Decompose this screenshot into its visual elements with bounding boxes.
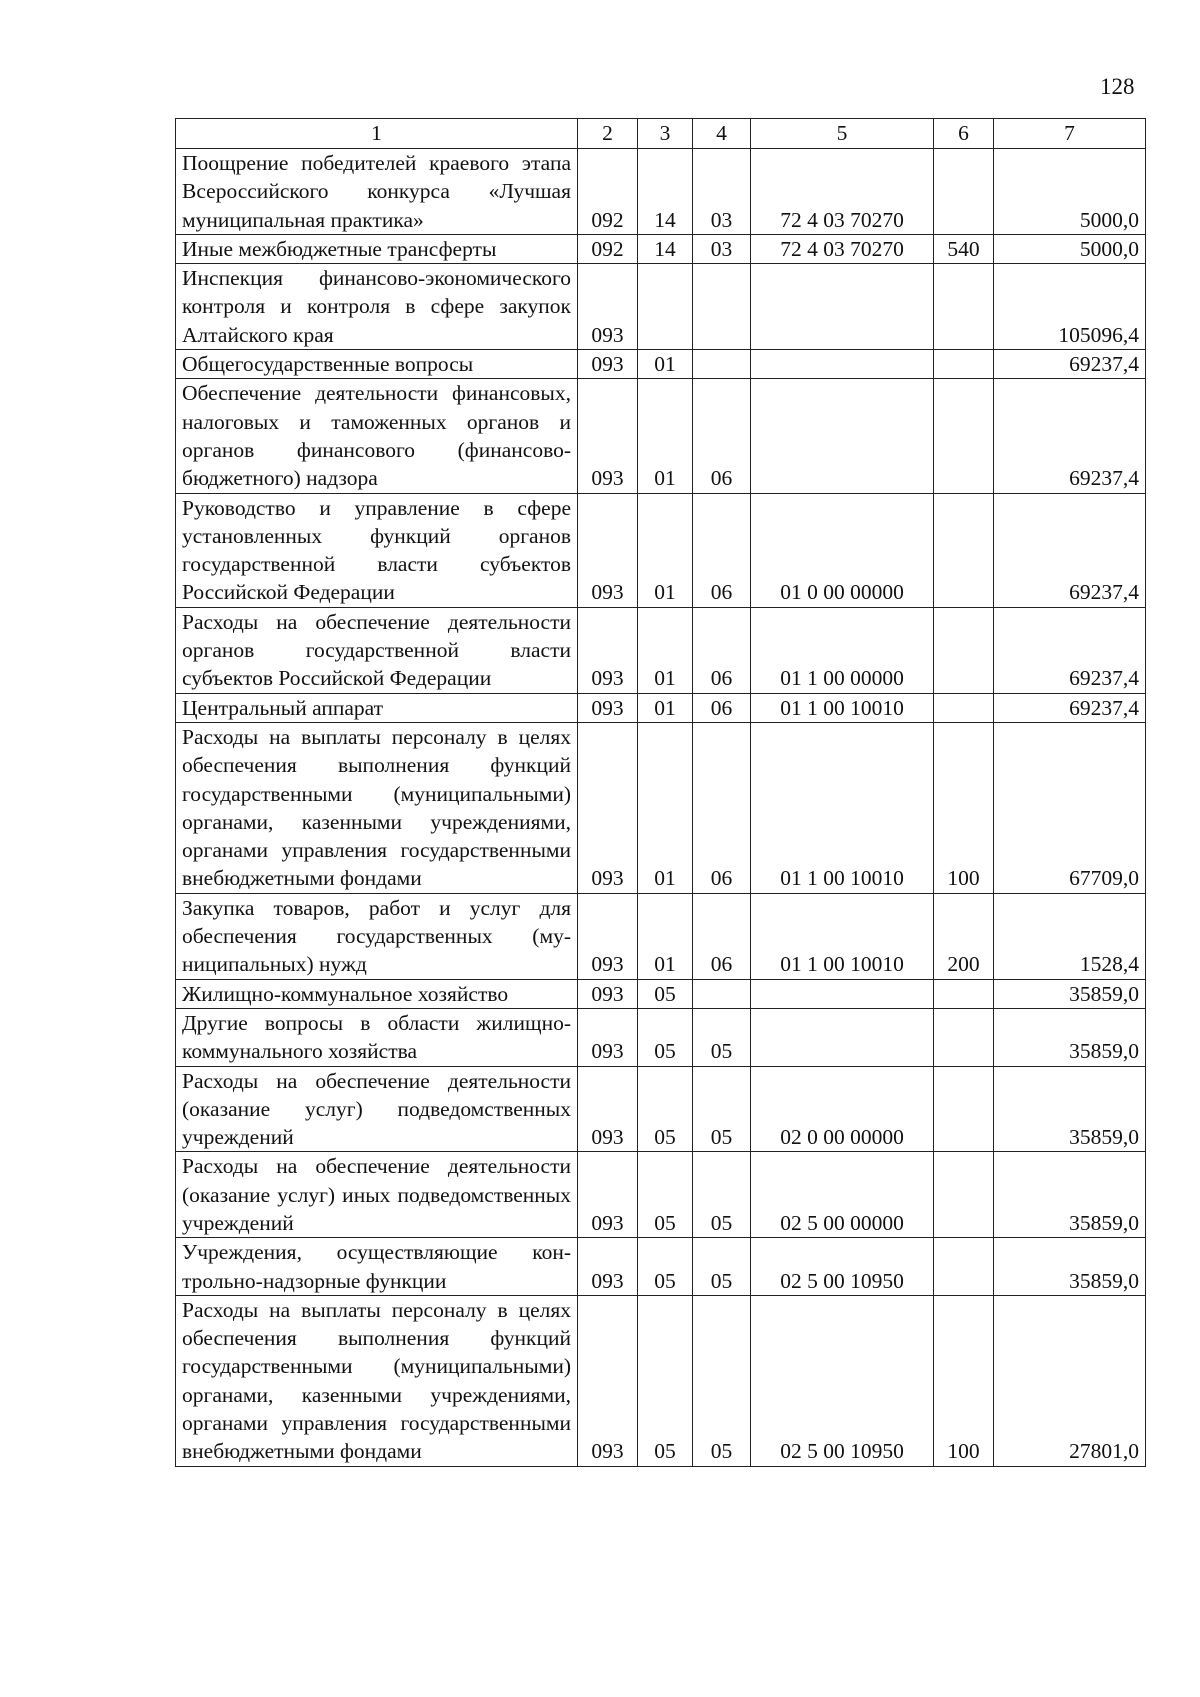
row-name-cell: Инспекция финансово-экономического контроля и контроля в сфере закупок Алтайского края <box>176 264 578 350</box>
column-header: 7 <box>994 119 1146 149</box>
section-cell: 01 <box>638 693 693 722</box>
row-name-cell: Жилищно-коммунальное хозяйство <box>176 979 578 1008</box>
target-article-cell: 72 4 03 70270 <box>751 149 934 235</box>
expense-type-cell <box>934 1152 994 1238</box>
expense-type-cell: 540 <box>934 234 994 263</box>
subsection-cell: 05 <box>693 1066 751 1152</box>
admin-code-cell: 093 <box>578 264 638 350</box>
amount-cell: 35859,0 <box>994 1008 1146 1066</box>
expense-type-cell <box>934 493 994 607</box>
subsection-cell: 05 <box>693 1238 751 1296</box>
column-header: 5 <box>751 119 934 149</box>
row-name-cell: Поощрение победителей краевого этапа Всероссийского конкурса «Лучшая муниципальная практика» <box>176 149 578 235</box>
amount-cell: 5000,0 <box>994 234 1146 263</box>
row-name-cell: Расходы на обеспечение деятельности (оказание услуг) иных подведомственных учреждений <box>176 1152 578 1238</box>
subsection-cell: 06 <box>693 893 751 979</box>
row-name-cell: Центральный аппарат <box>176 693 578 722</box>
column-header: 2 <box>578 119 638 149</box>
table-row <box>176 149 1146 235</box>
expense-type-cell <box>934 693 994 722</box>
row-name-cell: Расходы на обеспечение деятельности (оказание услуг) подведомственных учреждений <box>176 1066 578 1152</box>
subsection-cell <box>693 264 751 350</box>
subsection-cell <box>693 979 751 1008</box>
column-header: 1 <box>176 119 578 149</box>
expense-type-cell <box>934 1066 994 1152</box>
admin-code-cell: 093 <box>578 607 638 693</box>
section-cell: 01 <box>638 379 693 493</box>
amount-cell: 69237,4 <box>994 493 1146 607</box>
admin-code-cell: 093 <box>578 1295 638 1466</box>
expense-type-cell: 100 <box>934 1295 994 1466</box>
target-article-cell: 02 5 00 00000 <box>751 1152 934 1238</box>
subsection-cell: 06 <box>693 693 751 722</box>
column-header: 4 <box>693 119 751 149</box>
target-article-cell: 01 0 00 00000 <box>751 493 934 607</box>
budget-table <box>175 118 1146 1467</box>
table-row <box>176 1238 1146 1296</box>
amount-cell: 35859,0 <box>994 1066 1146 1152</box>
row-name-cell: Обеспечение деятельности финансовых, налоговых и таможенных органов и органов финансового (финансово-бюджетного) надзора <box>176 379 578 493</box>
expense-type-cell: 100 <box>934 722 994 893</box>
admin-code-cell: 093 <box>578 493 638 607</box>
row-name-cell: Учреждения, осуществляющие контрольно-надзорные функции <box>176 1238 578 1296</box>
admin-code-cell: 092 <box>578 234 638 263</box>
target-article-cell <box>751 979 934 1008</box>
expense-type-cell <box>934 149 994 235</box>
target-article-cell <box>751 350 934 379</box>
admin-code-cell: 093 <box>578 979 638 1008</box>
subsection-cell: 05 <box>693 1152 751 1238</box>
expense-type-cell <box>934 1008 994 1066</box>
table-row <box>176 1066 1146 1152</box>
amount-cell: 69237,4 <box>994 350 1146 379</box>
admin-code-cell: 093 <box>578 1238 638 1296</box>
subsection-cell: 06 <box>693 493 751 607</box>
table-row <box>176 379 1146 493</box>
amount-cell: 27801,0 <box>994 1295 1146 1466</box>
admin-code-cell: 093 <box>578 893 638 979</box>
section-cell: 14 <box>638 149 693 235</box>
target-article-cell: 01 1 00 10010 <box>751 893 934 979</box>
target-article-cell: 02 5 00 10950 <box>751 1295 934 1466</box>
admin-code-cell: 093 <box>578 1008 638 1066</box>
table-row <box>176 693 1146 722</box>
expense-type-cell: 200 <box>934 893 994 979</box>
table-body <box>176 149 1146 1467</box>
column-header: 6 <box>934 119 994 149</box>
target-article-cell <box>751 379 934 493</box>
page-number: 128 <box>1100 74 1135 99</box>
section-cell: 01 <box>638 722 693 893</box>
target-article-cell: 72 4 03 70270 <box>751 234 934 263</box>
subsection-cell <box>693 350 751 379</box>
expense-type-cell <box>934 350 994 379</box>
section-cell: 01 <box>638 607 693 693</box>
amount-cell: 35859,0 <box>994 979 1146 1008</box>
target-article-cell: 01 1 00 10010 <box>751 693 934 722</box>
row-name-cell: Расходы на выплаты персоналу в целях обеспечения выполнения функций государственными (муниципальными) органами, казенными учреждениями, органами управления государственными внебюджетными фондами <box>176 722 578 893</box>
subsection-cell: 05 <box>693 1008 751 1066</box>
expense-type-cell <box>934 379 994 493</box>
target-article-cell: 02 0 00 00000 <box>751 1066 934 1152</box>
amount-cell: 69237,4 <box>994 379 1146 493</box>
amount-cell: 1528,4 <box>994 893 1146 979</box>
amount-cell: 105096,4 <box>994 264 1146 350</box>
section-cell: 05 <box>638 979 693 1008</box>
header-row <box>176 119 1146 149</box>
amount-cell: 69237,4 <box>994 693 1146 722</box>
row-name-cell: Другие вопросы в области жилищно-коммунального хозяйства <box>176 1008 578 1066</box>
row-name-cell: Расходы на обеспечение деятельности органов государственной власти субъектов Российской Федерации <box>176 607 578 693</box>
expense-type-cell <box>934 979 994 1008</box>
section-cell: 14 <box>638 234 693 263</box>
amount-cell: 35859,0 <box>994 1152 1146 1238</box>
section-cell: 05 <box>638 1008 693 1066</box>
subsection-cell: 03 <box>693 234 751 263</box>
table-row <box>176 234 1146 263</box>
section-cell <box>638 264 693 350</box>
row-name-cell: Иные межбюджетные трансферты <box>176 234 578 263</box>
amount-cell: 69237,4 <box>994 607 1146 693</box>
admin-code-cell: 092 <box>578 149 638 235</box>
section-cell: 01 <box>638 893 693 979</box>
table-row <box>176 1152 1146 1238</box>
table-row <box>176 893 1146 979</box>
table-row <box>176 1008 1146 1066</box>
section-cell: 05 <box>638 1238 693 1296</box>
table-row <box>176 264 1146 350</box>
row-name-cell: Закупка товаров, работ и услуг для обеспечения государственных (муниципальных) нужд <box>176 893 578 979</box>
table-row <box>176 979 1146 1008</box>
subsection-cell: 06 <box>693 607 751 693</box>
subsection-cell: 05 <box>693 1295 751 1466</box>
table-row <box>176 607 1146 693</box>
table-row <box>176 1295 1146 1466</box>
target-article-cell: 02 5 00 10950 <box>751 1238 934 1296</box>
section-cell: 05 <box>638 1152 693 1238</box>
subsection-cell: 03 <box>693 149 751 235</box>
admin-code-cell: 093 <box>578 350 638 379</box>
row-name-cell: Расходы на выплаты персоналу в целях обеспечения выполнения функций государственными (муниципальными) органами, казенными учреждениями, органами управления государственными внебюджетными фондами <box>176 1295 578 1466</box>
target-article-cell <box>751 1008 934 1066</box>
section-cell: 01 <box>638 350 693 379</box>
column-header: 3 <box>638 119 693 149</box>
admin-code-cell: 093 <box>578 1152 638 1238</box>
row-name-cell: Руководство и управление в сфере установленных функций органов государственной власти субъектов Российской Федерации <box>176 493 578 607</box>
amount-cell: 5000,0 <box>994 149 1146 235</box>
subsection-cell: 06 <box>693 722 751 893</box>
admin-code-cell: 093 <box>578 379 638 493</box>
target-article-cell: 01 1 00 00000 <box>751 607 934 693</box>
amount-cell: 67709,0 <box>994 722 1146 893</box>
section-cell: 05 <box>638 1066 693 1152</box>
admin-code-cell: 093 <box>578 722 638 893</box>
expense-type-cell <box>934 607 994 693</box>
amount-cell: 35859,0 <box>994 1238 1146 1296</box>
target-article-cell <box>751 264 934 350</box>
section-cell: 05 <box>638 1295 693 1466</box>
expense-type-cell <box>934 264 994 350</box>
table-row <box>176 493 1146 607</box>
admin-code-cell: 093 <box>578 1066 638 1152</box>
target-article-cell: 01 1 00 10010 <box>751 722 934 893</box>
admin-code-cell: 093 <box>578 693 638 722</box>
row-name-cell: Общегосударственные вопросы <box>176 350 578 379</box>
subsection-cell: 06 <box>693 379 751 493</box>
expense-type-cell <box>934 1238 994 1296</box>
section-cell: 01 <box>638 493 693 607</box>
table-row <box>176 350 1146 379</box>
table-row <box>176 722 1146 893</box>
